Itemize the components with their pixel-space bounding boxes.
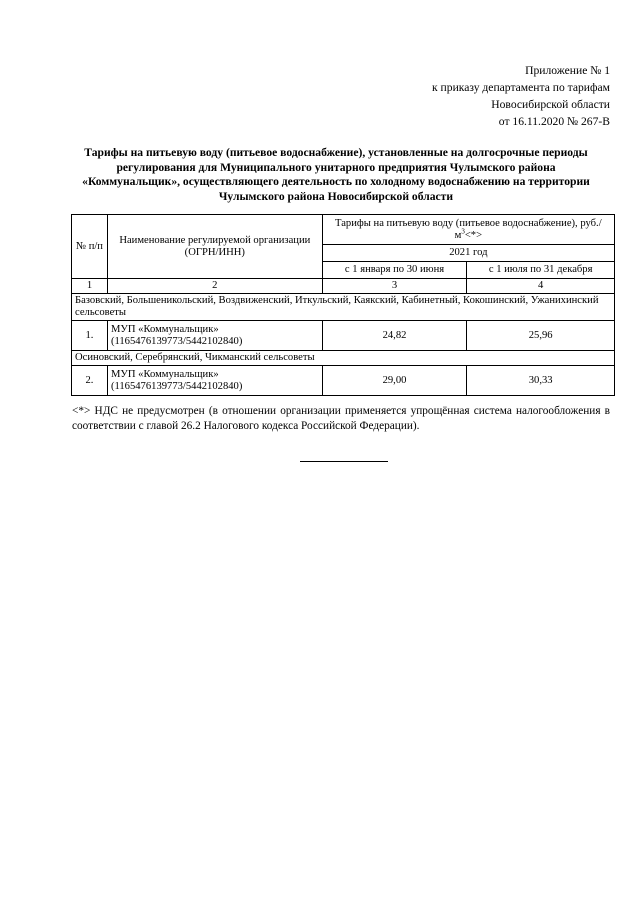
table-row [72, 366, 615, 396]
table-row [72, 321, 615, 351]
appendix-block [432, 62, 610, 130]
row-number: 1. [72, 321, 108, 351]
organization-name: МУП «Коммунальщик» [110, 323, 219, 335]
appendix-date-number: от 16.11.2020 № 267-В [498, 115, 610, 128]
tariff-value-period-1: 24,82 [322, 321, 467, 351]
header-org: Наименование регулируемой организации (ОГРН/ИНН) [107, 215, 322, 279]
territory-label: Осиновский, Серебрянский, Чикманский сельсоветы [72, 351, 615, 366]
territory-label: Базовский, Большеникольский, Воздвиженский, Иткульский, Каякский, Кабинетный, Кокошинский, Ужанихинский сельсоветы [72, 294, 615, 321]
header-tariff-note: <*> [464, 229, 483, 241]
appendix-number: Приложение № 1 [525, 64, 610, 77]
appendix-order-reference: к приказу департамента по тарифам [432, 81, 610, 94]
appendix-region: Новосибирской области [491, 98, 610, 111]
tariff-table [71, 214, 615, 396]
column-number: 1 [72, 279, 108, 294]
header-year: 2021 год [322, 245, 614, 262]
column-number: 3 [322, 279, 467, 294]
row-number: 2. [72, 366, 108, 396]
header-period-2: с 1 июля по 31 декабря [467, 262, 615, 279]
organization-cell [107, 366, 322, 396]
column-number-row [72, 279, 615, 294]
closing-divider [300, 461, 388, 462]
organization-ids: (1165476139773/5442102840) [110, 380, 243, 392]
tariff-value-period-2: 25,96 [467, 321, 615, 351]
document-title: Тарифы на питьевую воду (питьевое водоснабжение), установленные на долгосрочные периоды регулирования для Муниципального унитарного предприятия Чулымского района «Коммунальщик», осуществляющего деятельность по холодному водоснабжению на территории Чулымского района Новосибирской области [82, 146, 590, 203]
header-tariff [322, 215, 614, 245]
vat-footnote: <*> НДС не предусмотрен (в отношении организации применяется упрощённая система налогообложения в соответствии с главой 26.2 Налогового кодекса Российской Федерации). [72, 405, 610, 432]
header-period-1: с 1 января по 30 июня [322, 262, 467, 279]
territory-row [72, 294, 615, 321]
header-row [72, 215, 615, 245]
tariff-value-period-2: 30,33 [467, 366, 615, 396]
organization-ids: (1165476139773/5442102840) [110, 335, 243, 347]
organization-cell [107, 321, 322, 351]
territory-row [72, 351, 615, 366]
organization-name: МУП «Коммунальщик» [110, 368, 219, 380]
header-num: № п/п [72, 215, 108, 279]
column-number: 2 [107, 279, 322, 294]
column-number: 4 [467, 279, 615, 294]
tariff-value-period-1: 29,00 [322, 366, 467, 396]
header-tariff-text: Тарифы на питьевую воду (питьевое водоснабжение), руб./м [335, 217, 602, 241]
header-tariff-unit-sup: 3 [461, 226, 465, 235]
